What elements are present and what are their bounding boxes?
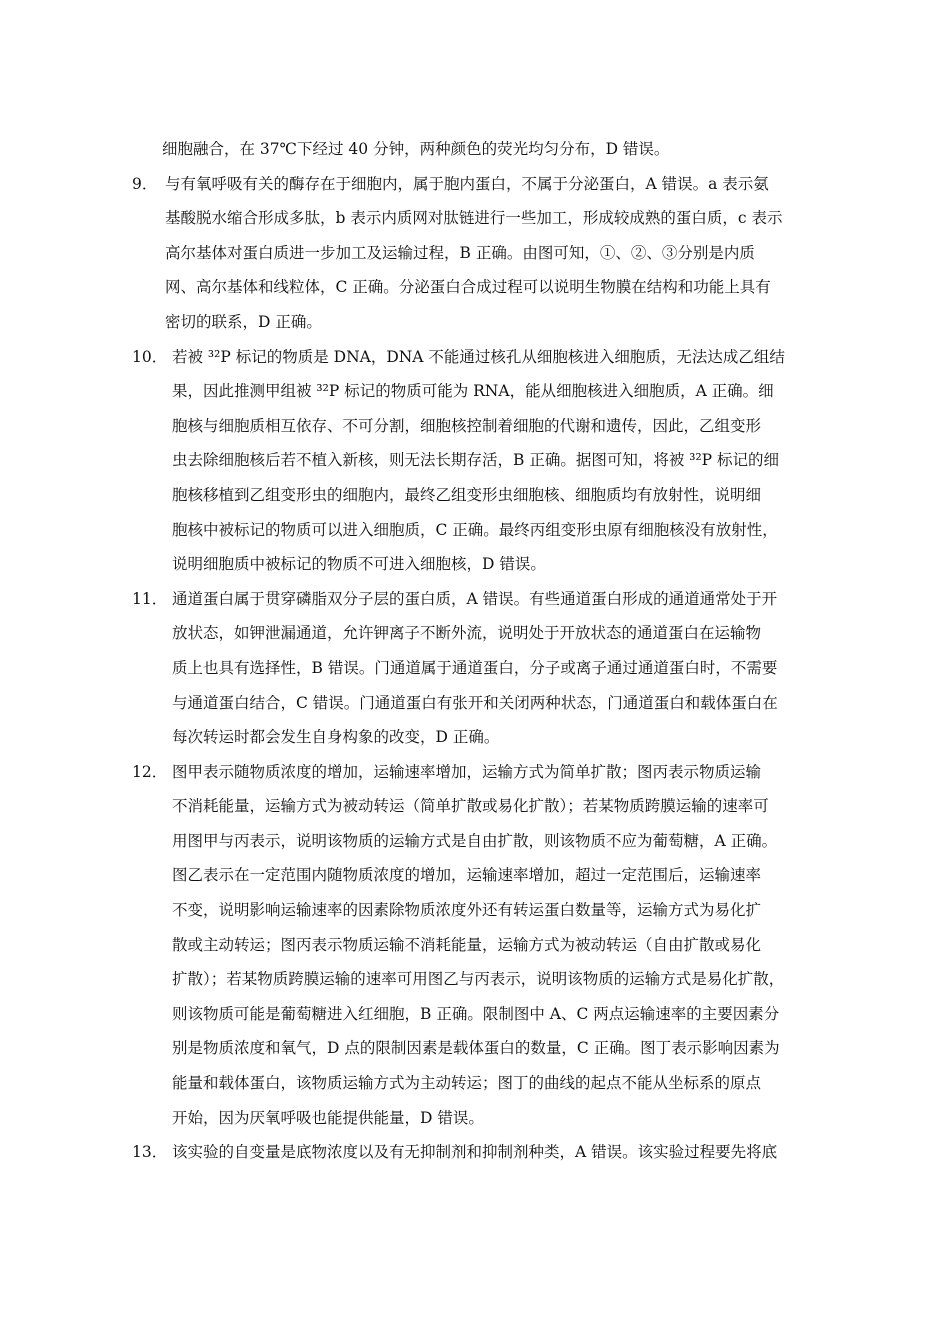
item-number: 13． <box>132 1143 168 1162</box>
text-line: 与通道蛋白结合，C 错误。门通道蛋白有张开和关闭两种状态，门通道蛋白和载体蛋白在 <box>172 693 778 712</box>
text-line: 基酸脱水缩合形成多肽，b 表示内质网对肽链进行一些加工，形成较成熟的蛋白质，c 表示 <box>165 209 783 228</box>
text-line: 放状态，如钾泄漏通道，允许钾离子不断外流，说明处于开放状态的通道蛋白在运输物 <box>172 624 762 643</box>
text-line: 不消耗能量，运输方式为被动转运（简单扩散或易化扩散）；若某物质跨膜运输的速率可 <box>172 797 769 816</box>
text-line: 质上也具有选择性，B 错误。门通道属于通道蛋白，分子或离子通过通道蛋白时，不需要 <box>172 658 778 677</box>
text-line: 虫去除细胞核后若不植入新核，则无法长期存活，B 正确。据图可知，将被 ³²P 标记的细 <box>172 451 780 470</box>
item-number: 10． <box>132 347 168 366</box>
answer-item-9 <box>132 167 820 340</box>
text-line: 网、高尔基体和线粒体，C 正确。分泌蛋白合成过程可以说明生物膜在结构和功能上具有 <box>165 278 771 297</box>
text-line: 与有氧呼吸有关的酶存在于细胞内，属于胞内蛋白，不属于分泌蛋白，A 错误。a 表示氨 <box>165 174 769 193</box>
text-line: 每次转运时都会发生自身构象的改变，D 正确。 <box>172 728 500 747</box>
continuation-paragraph <box>132 132 820 167</box>
answer-item-12 <box>132 755 820 1136</box>
text-line: 则该物质可能是葡萄糖进入红细胞，B 正确。限制图中 A、C 两点运输速率的主要因素分 <box>172 1004 780 1023</box>
text-line: 图乙表示在一定范围内随物质浓度的增加，运输速率增加，超过一定范围后，运输速率 <box>172 866 762 885</box>
text-line: 用图甲与丙表示，说明该物质的运输方式是自由扩散，则该物质不应为葡萄糖，A 正确。 <box>172 831 778 850</box>
text-line: 通道蛋白属于贯穿磷脂双分子层的蛋白质，A 错误。有些通道蛋白形成的通道通常处于开 <box>172 589 778 608</box>
text-line: 说明细胞质中被标记的物质不可进入细胞核，D 错误。 <box>172 555 546 574</box>
item-number: 9． <box>132 174 158 193</box>
text-line: 胞核移植到乙组变形虫的细胞内，最终乙组变形虫细胞核、细胞质均有放射性，说明细 <box>172 485 762 504</box>
item-number: 12． <box>132 762 168 781</box>
text-line: 细胞融合，在 37℃下经过 40 分钟，两种颜色的荧光均匀分布，D 错误。 <box>162 140 670 158</box>
text-line: 别是物质浓度和氧气，D 点的限制因素是载体蛋白的数量，C 正确。图丁表示影响因素为 <box>172 1039 780 1058</box>
text-line: 高尔基体对蛋白质进一步加工及运输过程，B 正确。由图可知，①、②、③分别是内质 <box>165 243 755 262</box>
text-line: 该实验的自变量是底物浓度以及有无抑制剂和抑制剂种类，A 错误。该实验过程要先将底 <box>172 1143 778 1162</box>
text-line: 胞核与细胞质相互依存、不可分割，细胞核控制着细胞的代谢和遗传，因此，乙组变形 <box>172 416 762 435</box>
answer-item-13 <box>132 1135 820 1170</box>
text-line: 图甲表示随物质浓度的增加，运输速率增加，运输方式为简单扩散；图丙表示物质运输 <box>172 762 762 781</box>
answer-item-10 <box>132 340 820 582</box>
text-line: 不变，说明影响运输速率的因素除物质浓度外还有转运蛋白数量等，运输方式为易化扩 <box>172 901 762 920</box>
text-line: 能量和载体蛋白，该物质运输方式为主动转运；图丁的曲线的起点不能从坐标系的原点 <box>172 1074 762 1093</box>
text-line: 胞核中被标记的物质可以进入细胞质，C 正确。最终丙组变形虫原有细胞核没有放射性， <box>172 520 778 539</box>
text-line: 扩散）；若某物质跨膜运输的速率可用图乙与丙表示，说明该物质的运输方式是易化扩散， <box>172 970 785 989</box>
text-line: 若被 ³²P 标记的物质是 DNA，DNA 不能通过核孔从细胞核进入细胞质，无法达成乙组结 <box>172 347 785 366</box>
text-line: 密切的联系，D 正确。 <box>165 312 322 331</box>
text-line: 开始，因为厌氧呼吸也能提供能量，D 错误。 <box>172 1108 484 1127</box>
answer-item-11 <box>132 582 820 755</box>
text-line: 果，因此推测甲组被 ³²P 标记的物质可能为 RNA，能从细胞核进入细胞质，A 正确。细 <box>172 382 774 401</box>
item-number: 11． <box>132 589 168 608</box>
text-line: 散或主动转运；图丙表示物质运输不消耗能量，运输方式为被动转运（自由扩散或易化 <box>172 935 762 954</box>
